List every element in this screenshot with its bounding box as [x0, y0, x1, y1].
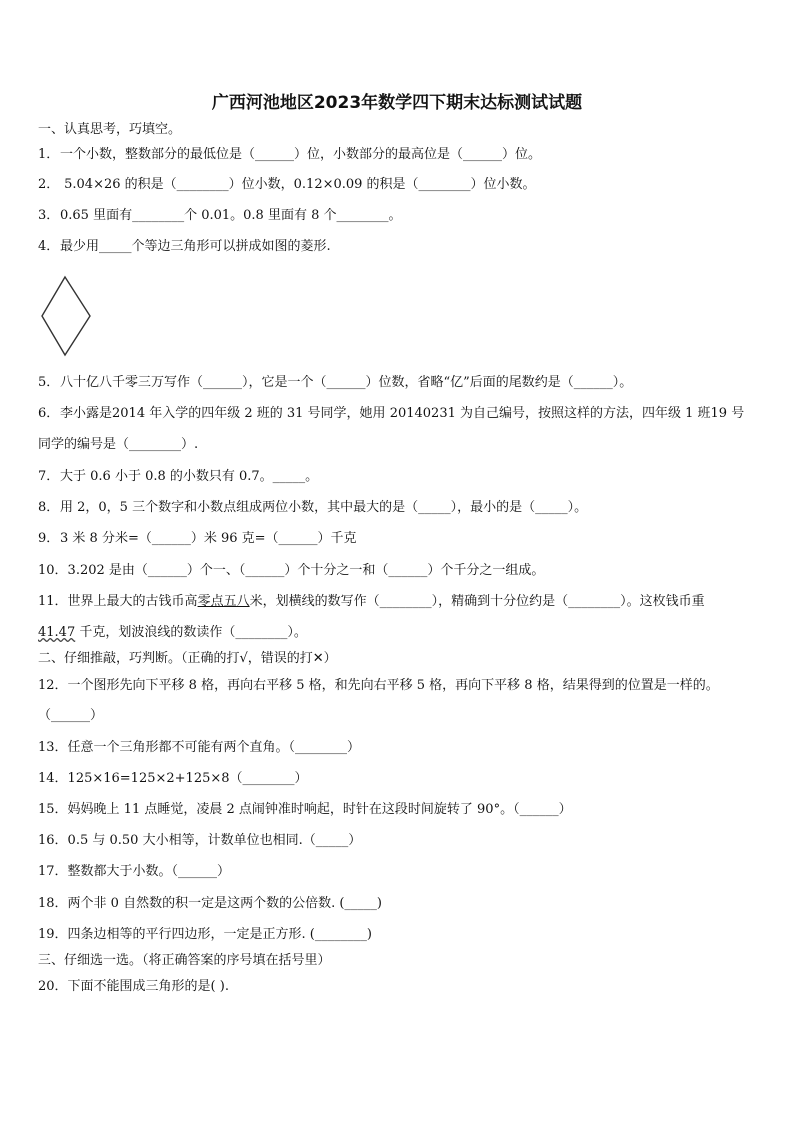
question-text: 四条边相等的平行四边形，一定是正方形. (________) [67, 927, 372, 942]
question-20 [38, 979, 229, 995]
underlined-number: 零点五八 [197, 594, 250, 609]
question-4 [38, 239, 331, 255]
question-text: 3 米 8 分米=（______）米 96 克=（______）千克 [60, 531, 357, 546]
question-text: 0.5 与 0.50 大小相等，计数单位也相同.（_____） [67, 833, 362, 848]
question-19 [38, 927, 372, 943]
question-6 [38, 406, 744, 422]
question-6-continued: 同学的编号是（________）. [38, 437, 199, 452]
question-number: 10． [38, 563, 68, 578]
question-text: 下面不能围成三角形的是( ). [67, 979, 229, 994]
question-text: 大于 0.6 小于 0.8 的小数只有 0.7。_____。 [60, 469, 319, 484]
question-2 [38, 177, 536, 193]
question-text: 3.202 是由（______）个一、（______）个十分之一和（______）个千分之一组成。 [67, 563, 545, 578]
question-text: 李小露是2014 年入学的四年级 2 班的 31 号同学，她用 20140231 为自己编号，按照这样的方法，四年级 1 班19 号 [60, 406, 745, 421]
question-text: 妈妈晚上 11 点睡觉，凌晨 2 点闹钟准时响起，时针在这段时间旋转了 90°。（______） [67, 802, 572, 817]
question-number: 4． [38, 239, 60, 254]
question-text: 整数都大于小数。（______） [67, 864, 231, 879]
question-number: 12． [38, 678, 68, 693]
question-text: 一个小数，整数部分的最低位是（______）位，小数部分的最高位是（______）位。 [60, 147, 542, 162]
question-text: 125×16=125×2+125×8（________） [67, 771, 308, 786]
question-12 [38, 678, 719, 694]
question-14 [38, 771, 308, 787]
question-number: 1． [38, 147, 60, 162]
question-number: 18． [38, 896, 68, 911]
question-text: 八十亿八千零三万写作（______），它是一个（______）位数，省略“亿”后面的尾数约是（______）。 [60, 375, 633, 390]
question-number: 16． [38, 833, 68, 848]
question-text: 0.65 里面有________个 0.01。0.8 里面有 8 个________。 [60, 208, 402, 223]
question-text: 最少用_____个等边三角形可以拼成如图的菱形. [60, 239, 331, 254]
question-11-continued [38, 625, 307, 641]
question-text: 两个非 0 自然数的积一定是这两个数的公倍数. (_____) [67, 896, 382, 911]
question-8 [38, 500, 587, 516]
question-number: 6． [38, 406, 60, 421]
question-13 [38, 740, 360, 756]
question-1 [38, 147, 541, 163]
question-number: 7． [38, 469, 60, 484]
wavy-underlined-number: 41.47 [38, 625, 76, 640]
question-text: 用 2，0，5 三个数字和小数点组成两位小数，其中最大的是（_____），最小的是（_____）。 [60, 500, 588, 515]
question-number: 9． [38, 531, 60, 546]
question-10 [38, 563, 544, 579]
page-title: 广西河池地区2023年数学四下期末达标测试试题 [211, 93, 583, 113]
question-number: 3． [38, 208, 60, 223]
question-number: 15． [38, 802, 68, 817]
question-12-continued: （______） [38, 708, 104, 723]
question-number: 19． [38, 927, 68, 942]
question-text: 世界上最大的古钱币高 [67, 594, 198, 609]
question-15 [38, 802, 572, 818]
question-3 [38, 208, 402, 224]
question-number: 20． [38, 979, 68, 994]
question-number: 17． [38, 864, 68, 879]
question-5 [38, 375, 632, 391]
section-3-heading: 三、仔细选一选。（将正确答案的序号填在括号里） [38, 953, 331, 968]
question-17 [38, 864, 230, 880]
question-7 [38, 469, 318, 485]
question-number: 14． [38, 771, 68, 786]
question-text: 米，划横线的数写作（________），精确到十分位约是（________）。这枚钱币重 [249, 594, 705, 609]
question-text: 一个图形先向下平移 8 格，再向右平移 5 格，和先向右平移 5 格，再向下平移 8 格，结果得到的位置是一样的。 [67, 678, 719, 693]
section-2-heading: 二、仔细推敲，巧判断。（正确的打√，错误的打✕） [38, 651, 337, 666]
rhombus-figure [40, 274, 96, 360]
section-1-heading: 一、认真思考，巧填空。 [38, 122, 182, 137]
question-number: 2． [38, 177, 60, 192]
question-number: 5． [38, 375, 60, 390]
question-number: 11． [38, 594, 68, 609]
question-16 [38, 833, 361, 849]
question-text: 5.04×26 的积是（________）位小数，0.12×0.09 的积是（________）位小数。 [60, 177, 536, 192]
question-text: 任意一个三角形都不可能有两个直角。（________） [67, 740, 361, 755]
question-18 [38, 896, 382, 912]
question-text: 千克，划波浪线的数读作（________）。 [75, 625, 307, 640]
question-9 [38, 531, 357, 547]
question-number: 8． [38, 500, 60, 515]
question-number: 13． [38, 740, 68, 755]
question-11 [38, 594, 705, 610]
